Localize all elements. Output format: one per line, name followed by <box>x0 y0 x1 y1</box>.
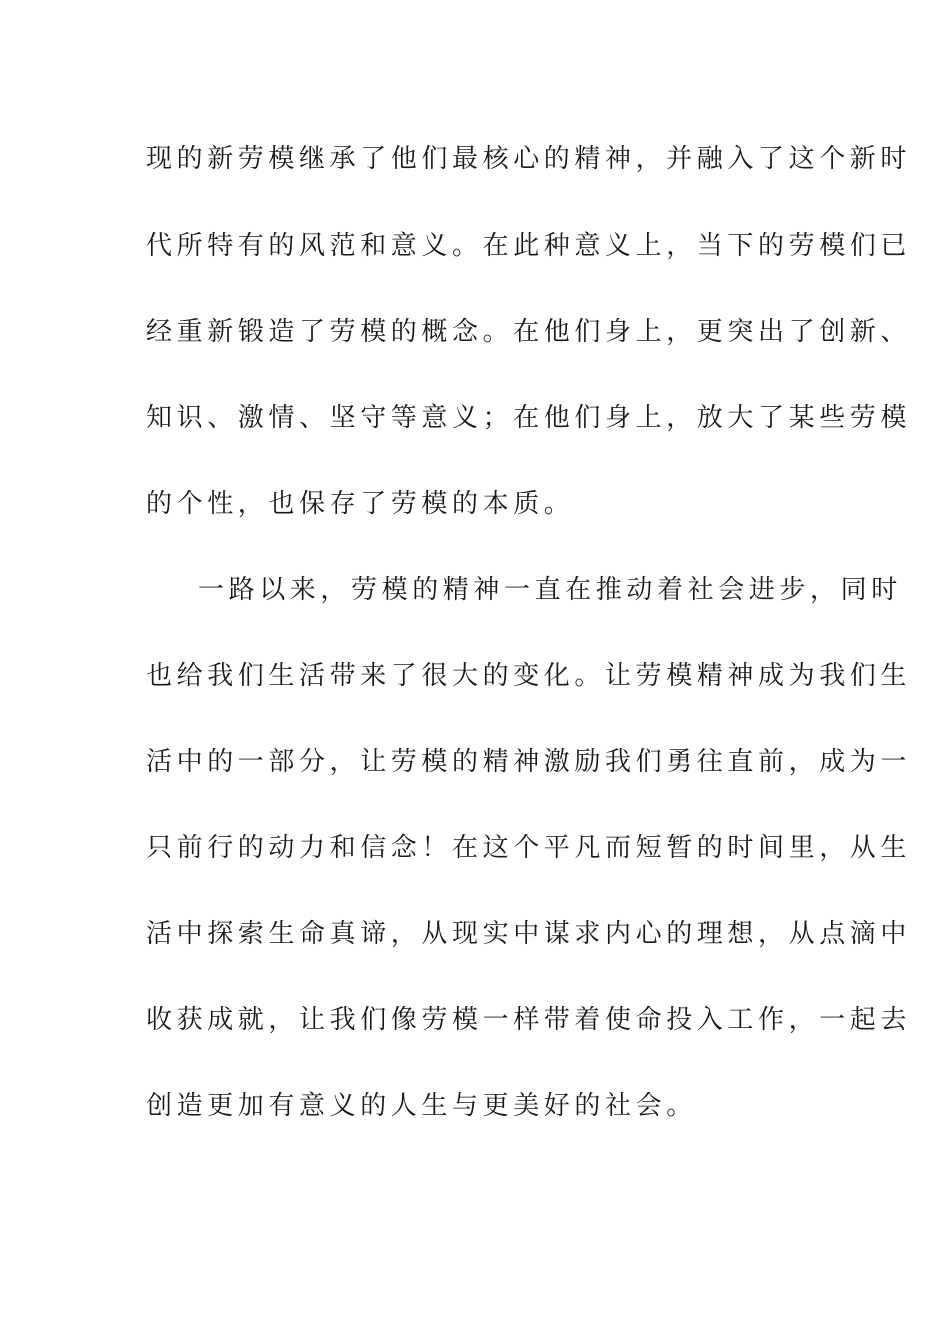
text-line: 活中探索生命真谛，从现实中谋求内心的理想，从点滴中 <box>146 919 912 949</box>
text-line: 知识、激情、坚守等意义；在他们身上，放大了某些劳模 <box>146 403 912 433</box>
text-line: 创造更加有意义的人生与更美好的社会。 <box>146 1091 697 1121</box>
text-line: 也给我们生活带来了很大的变化。让劳模精神成为我们生 <box>146 661 912 691</box>
text-line: 现的新劳模继承了他们最核心的精神，并融入了这个新时 <box>146 144 912 174</box>
text-line: 的个性，也保存了劳模的本质。 <box>146 489 575 519</box>
text-line: 代所特有的风范和意义。在此种意义上，当下的劳模们已 <box>146 231 912 261</box>
text-line: 只前行的动力和信念！在这个平凡而短暂的时间里，从生 <box>146 833 912 863</box>
text-line: 经重新锻造了劳模的概念。在他们身上，更突出了创新、 <box>146 317 912 347</box>
text-line: 活中的一部分，让劳模的精神激励我们勇往直前，成为一 <box>146 747 912 777</box>
text-line: 收获成就，让我们像劳模一样带着使命投入工作，一起去 <box>146 1005 912 1035</box>
text-line: 一路以来，劳模的精神一直在推动着社会进步，同时 <box>198 575 902 605</box>
